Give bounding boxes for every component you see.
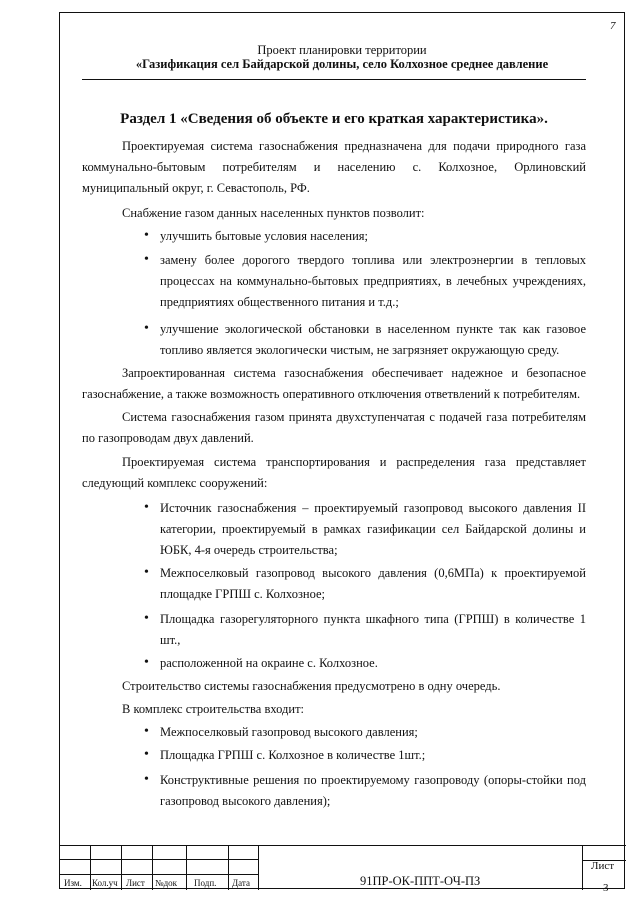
document-code: 91ПР-ОК-ППТ-ОЧ-ПЗ bbox=[360, 874, 481, 888]
list-item-line: расположенной на окраине с. Колхозное. bbox=[160, 656, 378, 670]
list-item-line: топливо является экологически чистым, не загрязняет окружающую среду. bbox=[160, 343, 560, 357]
list-item-line: замену более дорогого твердого топлива или электроэнергии в тепловых bbox=[160, 253, 586, 267]
list-item-line: площадке ГРПШ с. Колхозное; bbox=[160, 587, 325, 601]
section-title: Раздел 1 «Сведения об объекте и его краткая характеристика». bbox=[120, 111, 548, 127]
paragraph-line: газоснабжение, а также возможность оперативного отключения ответвлений к потребителям. bbox=[82, 387, 581, 401]
sheet-label: Лист bbox=[591, 860, 615, 872]
sheet-number: 3 bbox=[603, 882, 609, 894]
list-item-line: газопровод высокого давления); bbox=[160, 794, 331, 808]
label-podp: Подп. bbox=[194, 878, 217, 888]
paragraph-line: Проектируемая система транспортирования и распределения газа представляет bbox=[122, 455, 586, 469]
paragraph-line: следующий комплекс сооружений: bbox=[82, 476, 268, 490]
bullet-icon: • bbox=[144, 321, 149, 336]
header-divider bbox=[82, 79, 586, 80]
bullet-icon: • bbox=[144, 252, 149, 267]
bullet-icon: • bbox=[144, 611, 149, 626]
paragraph-line: Снабжение газом данных населенных пунктов позволит: bbox=[122, 206, 425, 220]
bullet-icon: • bbox=[144, 500, 149, 515]
title-block-col-line bbox=[121, 845, 122, 890]
list-item-line: процессах на коммунально-бытовых предприятиях, в лечебных учреждениях, bbox=[160, 274, 586, 288]
bullet-icon: • bbox=[144, 772, 149, 787]
list-item-line: предприятиях общественного питания и т.д.; bbox=[160, 295, 399, 309]
list-item-line: Межпоселковый газопровод высокого давления (0,6МПа) к проектируемой bbox=[160, 566, 586, 580]
title-block-col-line bbox=[258, 845, 259, 890]
title-block bbox=[60, 845, 626, 894]
paragraph-line: Строительство системы газоснабжения предусмотрено в одну очередь. bbox=[122, 679, 501, 693]
list-item-line: ЮБК, 4-я очередь строительства; bbox=[160, 543, 338, 557]
bullet-icon: • bbox=[144, 228, 149, 243]
paragraph-line: коммунально-бытовым потребителям и населению с. Колхозное, Орлиновский bbox=[82, 160, 586, 174]
list-item-line: шт., bbox=[160, 633, 181, 647]
paragraph-line: В комплекс строительства входит: bbox=[122, 702, 305, 716]
list-item-line: Площадка ГРПШ с. Колхозное в количестве 1шт.; bbox=[160, 748, 426, 762]
list-item-line: Конструктивные решения по проектируемому газопроводу (опоры-стойки под bbox=[160, 773, 586, 787]
list-item-line: Источник газоснабжения – проектируемый газопровод высокого давления II bbox=[160, 501, 586, 515]
title-block-col-line bbox=[90, 845, 91, 890]
header-project-subtitle: «Газификация сел Байдарской долины, село Колхозное среднее давление bbox=[135, 57, 549, 71]
title-block-col-line bbox=[582, 845, 583, 890]
paragraph-line: муниципальный округ, г. Севастополь, РФ. bbox=[82, 181, 310, 195]
paragraph-line: Проектируемая система газоснабжения предназначена для подачи природного газа bbox=[122, 139, 586, 153]
list-item-line: Площадка газорегуляторного пункта шкафного типа (ГРПШ) в количестве 1 bbox=[160, 612, 586, 626]
page-frame bbox=[59, 12, 625, 894]
bullet-icon: • bbox=[144, 655, 149, 670]
title-block-col-line bbox=[152, 845, 153, 890]
list-item-line: категории, проектируемый в рамках газификации сел Байдарской долины и bbox=[160, 522, 586, 536]
label-data: Дата bbox=[232, 878, 250, 888]
title-block-col-line bbox=[228, 845, 229, 890]
paragraph-line: Система газоснабжения газом принята двухступенчатая с подачей газа потребителям bbox=[122, 410, 586, 424]
label-nom-dok: №док bbox=[155, 878, 178, 888]
list-item-line: улучшение экологической обстановки в населенном пункте так как газовое bbox=[160, 322, 586, 336]
title-block-col-line bbox=[186, 845, 187, 890]
bullet-icon: • bbox=[144, 565, 149, 580]
bullet-icon: • bbox=[144, 747, 149, 762]
paragraph-line: по газопроводам двух давлений. bbox=[82, 431, 254, 445]
list-item-line: Межпоселковый газопровод высокого давления; bbox=[160, 725, 418, 739]
label-list: Лист bbox=[126, 878, 145, 888]
bullet-icon: • bbox=[144, 724, 149, 739]
label-kol-uch: Кол.уч bbox=[92, 878, 118, 888]
list-item-line: улучшить бытовые условия населения; bbox=[160, 229, 368, 243]
title-block-top-line bbox=[60, 845, 626, 846]
page-number: 7 bbox=[610, 20, 616, 32]
label-izm: Изм. bbox=[64, 878, 82, 888]
header-project-title: Проект планировки территории bbox=[257, 43, 427, 57]
paragraph-line: Запроектированная система газоснабжения обеспечивает надежное и безопасное bbox=[122, 366, 586, 380]
